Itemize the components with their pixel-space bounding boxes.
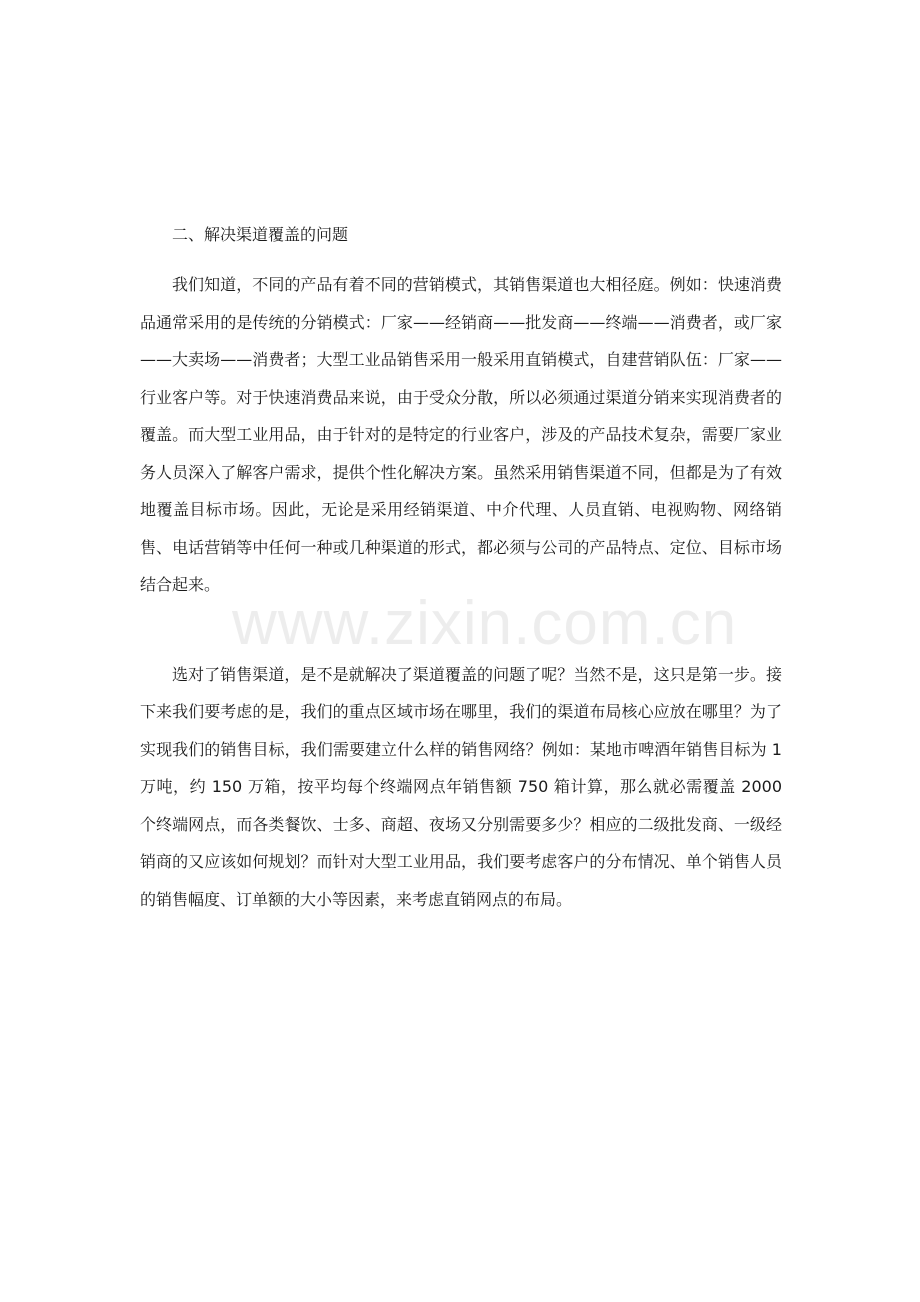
document-body (140, 218, 782, 918)
paragraph-channel-layout: 选对了销售渠道，是不是就解决了渠道覆盖的问题了呢？当然不是，这只是第一步。接下来我们要考虑的是，我们的重点区域市场在哪里，我们的渠道布局核心应放在哪里？为了实现我们的销售目标，我们需要建立什么样的销售网络？例如：某地市啤酒年销售目标为 1 万吨，约 150 万箱，按平均每个终端网点年销售额 750 箱计算，那么就必需覆盖 2000 个终端网点，而各类餐饮、士多、商超、夜场又分别需要多少？相应的二级批发商、一级经销商的又应该如何规划？而针对大型工业用品，我们要考虑客户的分布情况、单个销售人员的销售幅度、订单额的大小等因素，来考虑直销网点的布局。 (140, 664, 782, 909)
watermark: www.zixin.com.cn (232, 589, 738, 658)
paragraph-channel-models: 我们知道，不同的产品有着不同的营销模式，其销售渠道也大相径庭。例如：快速消费品通常采用的是传统的分销模式：厂家——经销商——批发商——终端——消费者，或厂家——大卖场——消费者；大型工业品销售采用一般采用直销模式，自建营销队伍：厂家——行业客户等。对于快速消费品来说，由于受众分散，所以必须通过渠道分销来实现消费者的覆盖。而大型工业用品，由于针对的是特定的行业客户，涉及的产品技术复杂，需要厂家业务人员深入了解客户需求，提供个性化解决方案。虽然采用销售渠道不同，但都是为了有效地覆盖目标市场。因此，无论是采用经销渠道、中介代理、人员直销、电视购物、网络销售、电话营销等中任何一种或几种渠道的形式，都必须与公司的产品特点、定位、目标市场结合起来。 (140, 275, 782, 594)
section-heading: 二、解决渠道覆盖的问题 (172, 225, 349, 244)
paragraph-spacer (140, 604, 782, 656)
